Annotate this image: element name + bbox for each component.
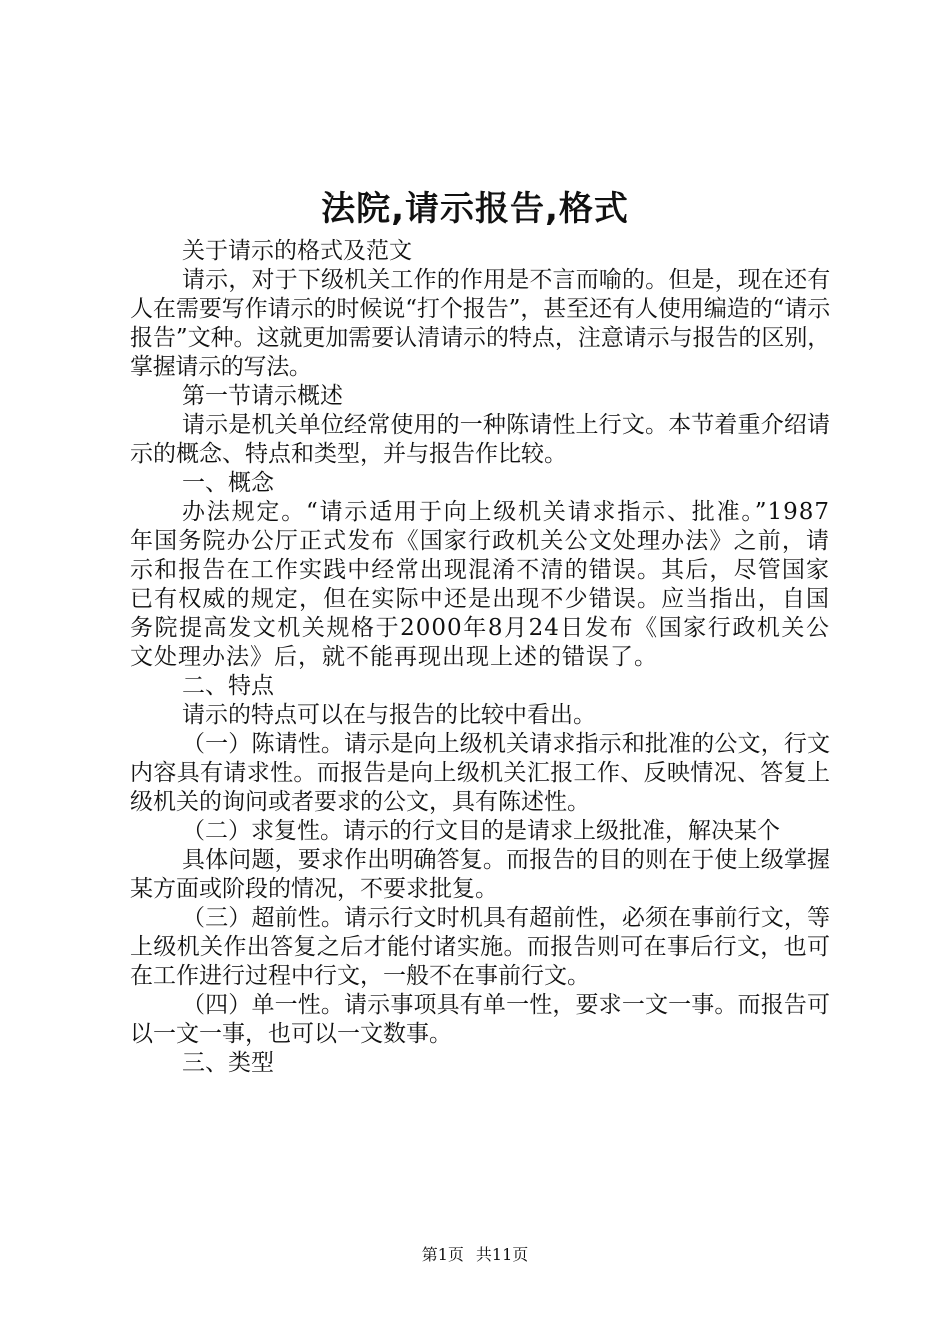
document-body [130,237,830,1078]
section-heading: 第一节请示概述 [182,383,343,409]
paragraph: 具体问题，要求作出明确答复。而报告的目的则在于使上级掌握某方面或阶段的情况，不要求批复。 [130,847,830,902]
subsection-heading: 二、特点 [182,673,274,699]
page-footer [0,1244,950,1266]
paragraph: 请示是机关单位经常使用的一种陈请性上行文。本节着重介绍请示的概念、特点和类型，并与报告作比较。 [130,412,830,467]
page-number: 第1页 [421,1245,464,1264]
document-title: 法院,请示报告,格式 [321,189,629,229]
paragraph: 办法规定。“请示适用于向上级机关请求指示、批准。”1987年国务院办公厅正式发布《国家行政机关公文处理办法》之前，请示和报告在工作实践中经常出现混淆不清的错误。其后，尽管国家已有权威的规定，但在实际中还是出现不少错误。应当指出，自国务院提高发文机关规格于2000年8月24日发布《国家行政机关公文处理办法》后，就不能再现出现上述的错误了。 [130,499,830,670]
paragraph-heading: 关于请示的格式及范文 [182,238,412,264]
paragraph: （二）求复性。请示的行文目的是请求上级批准，解决某个 [182,818,780,844]
page-total: 共11页 [475,1245,529,1264]
paragraph: （三）超前性。请示行文时机具有超前性，必须在事前行文，等上级机关作出答复之后才能付诸实施。而报告则可在事后行文，也可在工作进行过程中行文，一般不在事前行文。 [130,905,830,989]
paragraph: 请示的特点可以在与报告的比较中看出。 [182,702,596,728]
subsection-heading: 三、类型 [182,1050,274,1076]
paragraph: 请示，对于下级机关工作的作用是不言而喻的。但是，现在还有人在需要写作请示的时候说“打个报告”，甚至还有人使用编造的“请示报告”文种。这就更加需要认清请示的特点，注意请示与报告的区别，掌握请示的写法。 [130,267,830,380]
paragraph: （一）陈请性。请示是向上级机关请求指示和批准的公文，行文内容具有请求性。而报告是向上级机关汇报工作、反映情况、答复上级机关的询问或者要求的公文，具有陈述性。 [130,731,830,815]
paragraph: （四）单一性。请示事项具有单一性，要求一文一事。而报告可以一文一事，也可以一文数事。 [130,992,830,1047]
subsection-heading: 一、概念 [182,470,274,496]
